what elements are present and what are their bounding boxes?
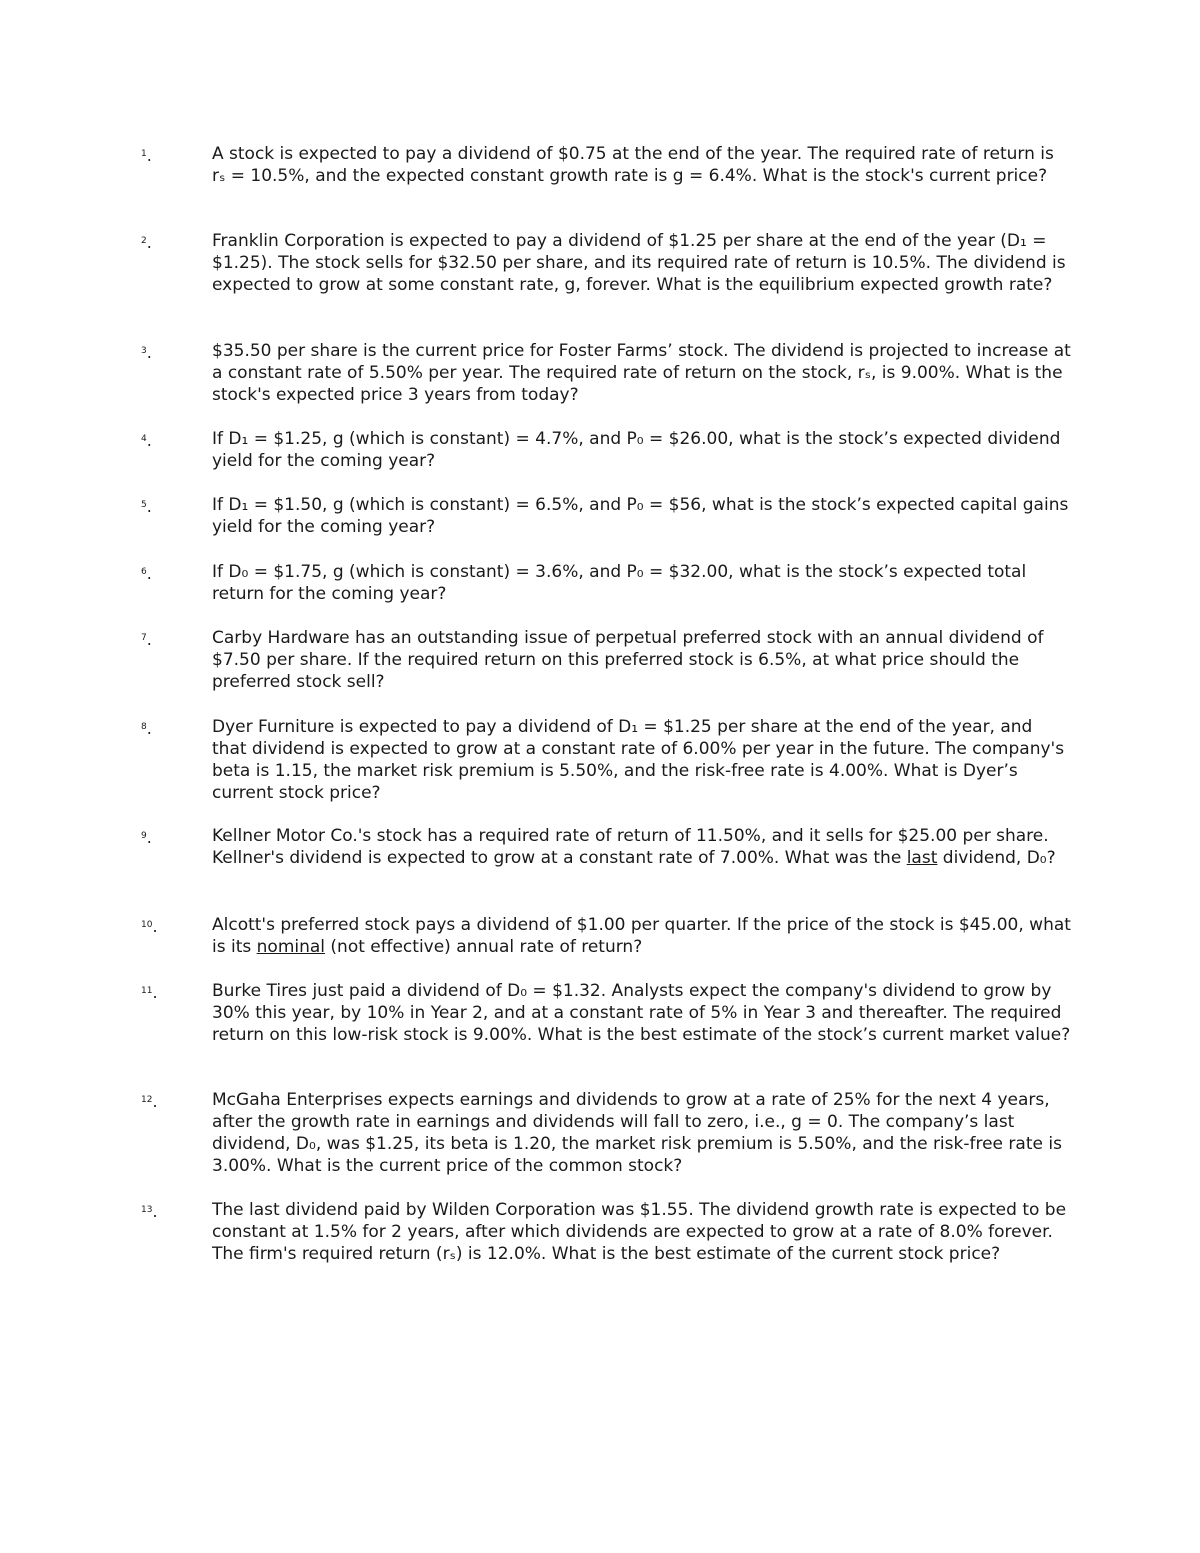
question-text: Franklin Corporation is expected to pay a dividend of $1.25 per share at the end of the year (D₁ = $1.25). The stock sells for $32.50 per share, and its required rate of return is 10.5%. The dividend is expected to grow at some constant rate, g, forever. What is the equilibrium expected growth rate? <box>212 231 1066 295</box>
question-number: $^{12}$. <box>141 1092 158 1111</box>
question-number: $^{10}$. <box>141 917 158 936</box>
question-number: $^8$. <box>141 719 152 738</box>
question-number: $^9$. <box>141 828 152 847</box>
question-text: If D₁ = $1.50, g (which is constant) = 6.5%, and P₀ = $56, what is the stock’s expected capital gains yield for the coming year? <box>212 495 1069 537</box>
question-text: McGaha Enterprises expects earnings and dividends to grow at a rate of 25% for the next 4 years, after the growth rate in earnings and dividends will fall to zero, i.e., g = 0. The company’s last dividend, D₀, was $1.25, its beta is 1.20, the market risk premium is 5.50%, and the risk-free rate is 3.00%. What is the current price of the common stock? <box>212 1090 1062 1176</box>
question-text: If D₀ = $1.75, g (which is constant) = 3.6%, and P₀ = $32.00, what is the stock’s expected total return for the coming year? <box>212 562 1027 604</box>
question-text-part: (not effective) annual rate of return? <box>325 937 643 957</box>
question-text: Dyer Furniture is expected to pay a dividend of D₁ = $1.25 per share at the end of the year, and that dividend is expected to grow at a constant rate of 6.00% per year in the future. The company's beta is 1.15, the market risk premium is 5.50%, and the risk-free rate is 4.00%. What is Dyer’s current stock price? <box>212 717 1065 803</box>
question-text: The last dividend paid by Wilden Corporation was $1.55. The dividend growth rate is expected to be constant at 1.5% for 2 years, after which dividends are expected to grow at a rate of 8.0% forever. The firm's required return (rₛ) is 12.0%. What is the best estimate of the current stock price? <box>212 1200 1067 1264</box>
question-text-part: dividend, D₀? <box>937 848 1056 868</box>
question-number: $^3$. <box>141 343 152 362</box>
question-text: Burke Tires just paid a dividend of D₀ = $1.32. Analysts expect the company's dividend to grow by 30% this year, by 10% in Year 2, and at a constant rate of 5% in Year 3 and thereafter. The required return on this low-risk stock is 9.00%. What is the best estimate of the stock’s current market value? <box>212 981 1071 1045</box>
question-number: $^1$. <box>141 146 152 165</box>
question-number: $^{13}$. <box>141 1202 158 1221</box>
question-number: $^6$. <box>141 564 152 583</box>
question-text <box>212 914 1072 958</box>
underlined-word: last <box>906 848 938 868</box>
question-number: $^4$. <box>141 431 152 450</box>
question-text: $35.50 per share is the current price for Foster Farms’ stock. The dividend is projected to increase at a constant rate of 5.50% per year. The required rate of return on the stock, rₛ, is 9.00%. What is the stock's expected price 3 years from today? <box>212 341 1071 405</box>
question-number: $^{11}$. <box>141 983 158 1002</box>
question-text: If D₁ = $1.25, g (which is constant) = 4.7%, and P₀ = $26.00, what is the stock’s expected dividend yield for the coming year? <box>212 429 1061 471</box>
question-text-part: Alcott's preferred stock pays a dividend of $1.00 per quarter. If the price of the stock is $45.00, what is its <box>212 915 1071 957</box>
question-text: Carby Hardware has an outstanding issue of perpetual preferred stock with an annual dividend of $7.50 per share. If the required return on this preferred stock is 6.5%, at what price should the preferred stock sell? <box>212 628 1044 692</box>
underlined-word: nominal <box>256 937 326 957</box>
question-text-part: Kellner Motor Co.'s stock has a required rate of return of 11.50%, and it sells for $25.00 per share. Kellner's dividend is expected to grow at a constant rate of 7.00%. What was the <box>212 826 1049 868</box>
question-number: $^2$. <box>141 233 152 252</box>
question-number: $^7$. <box>141 630 152 649</box>
question-text: A stock is expected to pay a dividend of $0.75 at the end of the year. The required rate of return is rₛ = 10.5%, and the expected constant growth rate is g = 6.4%. What is the stock's current price? <box>212 144 1054 186</box>
question-text <box>212 825 1072 869</box>
question-number: $^5$. <box>141 497 152 516</box>
